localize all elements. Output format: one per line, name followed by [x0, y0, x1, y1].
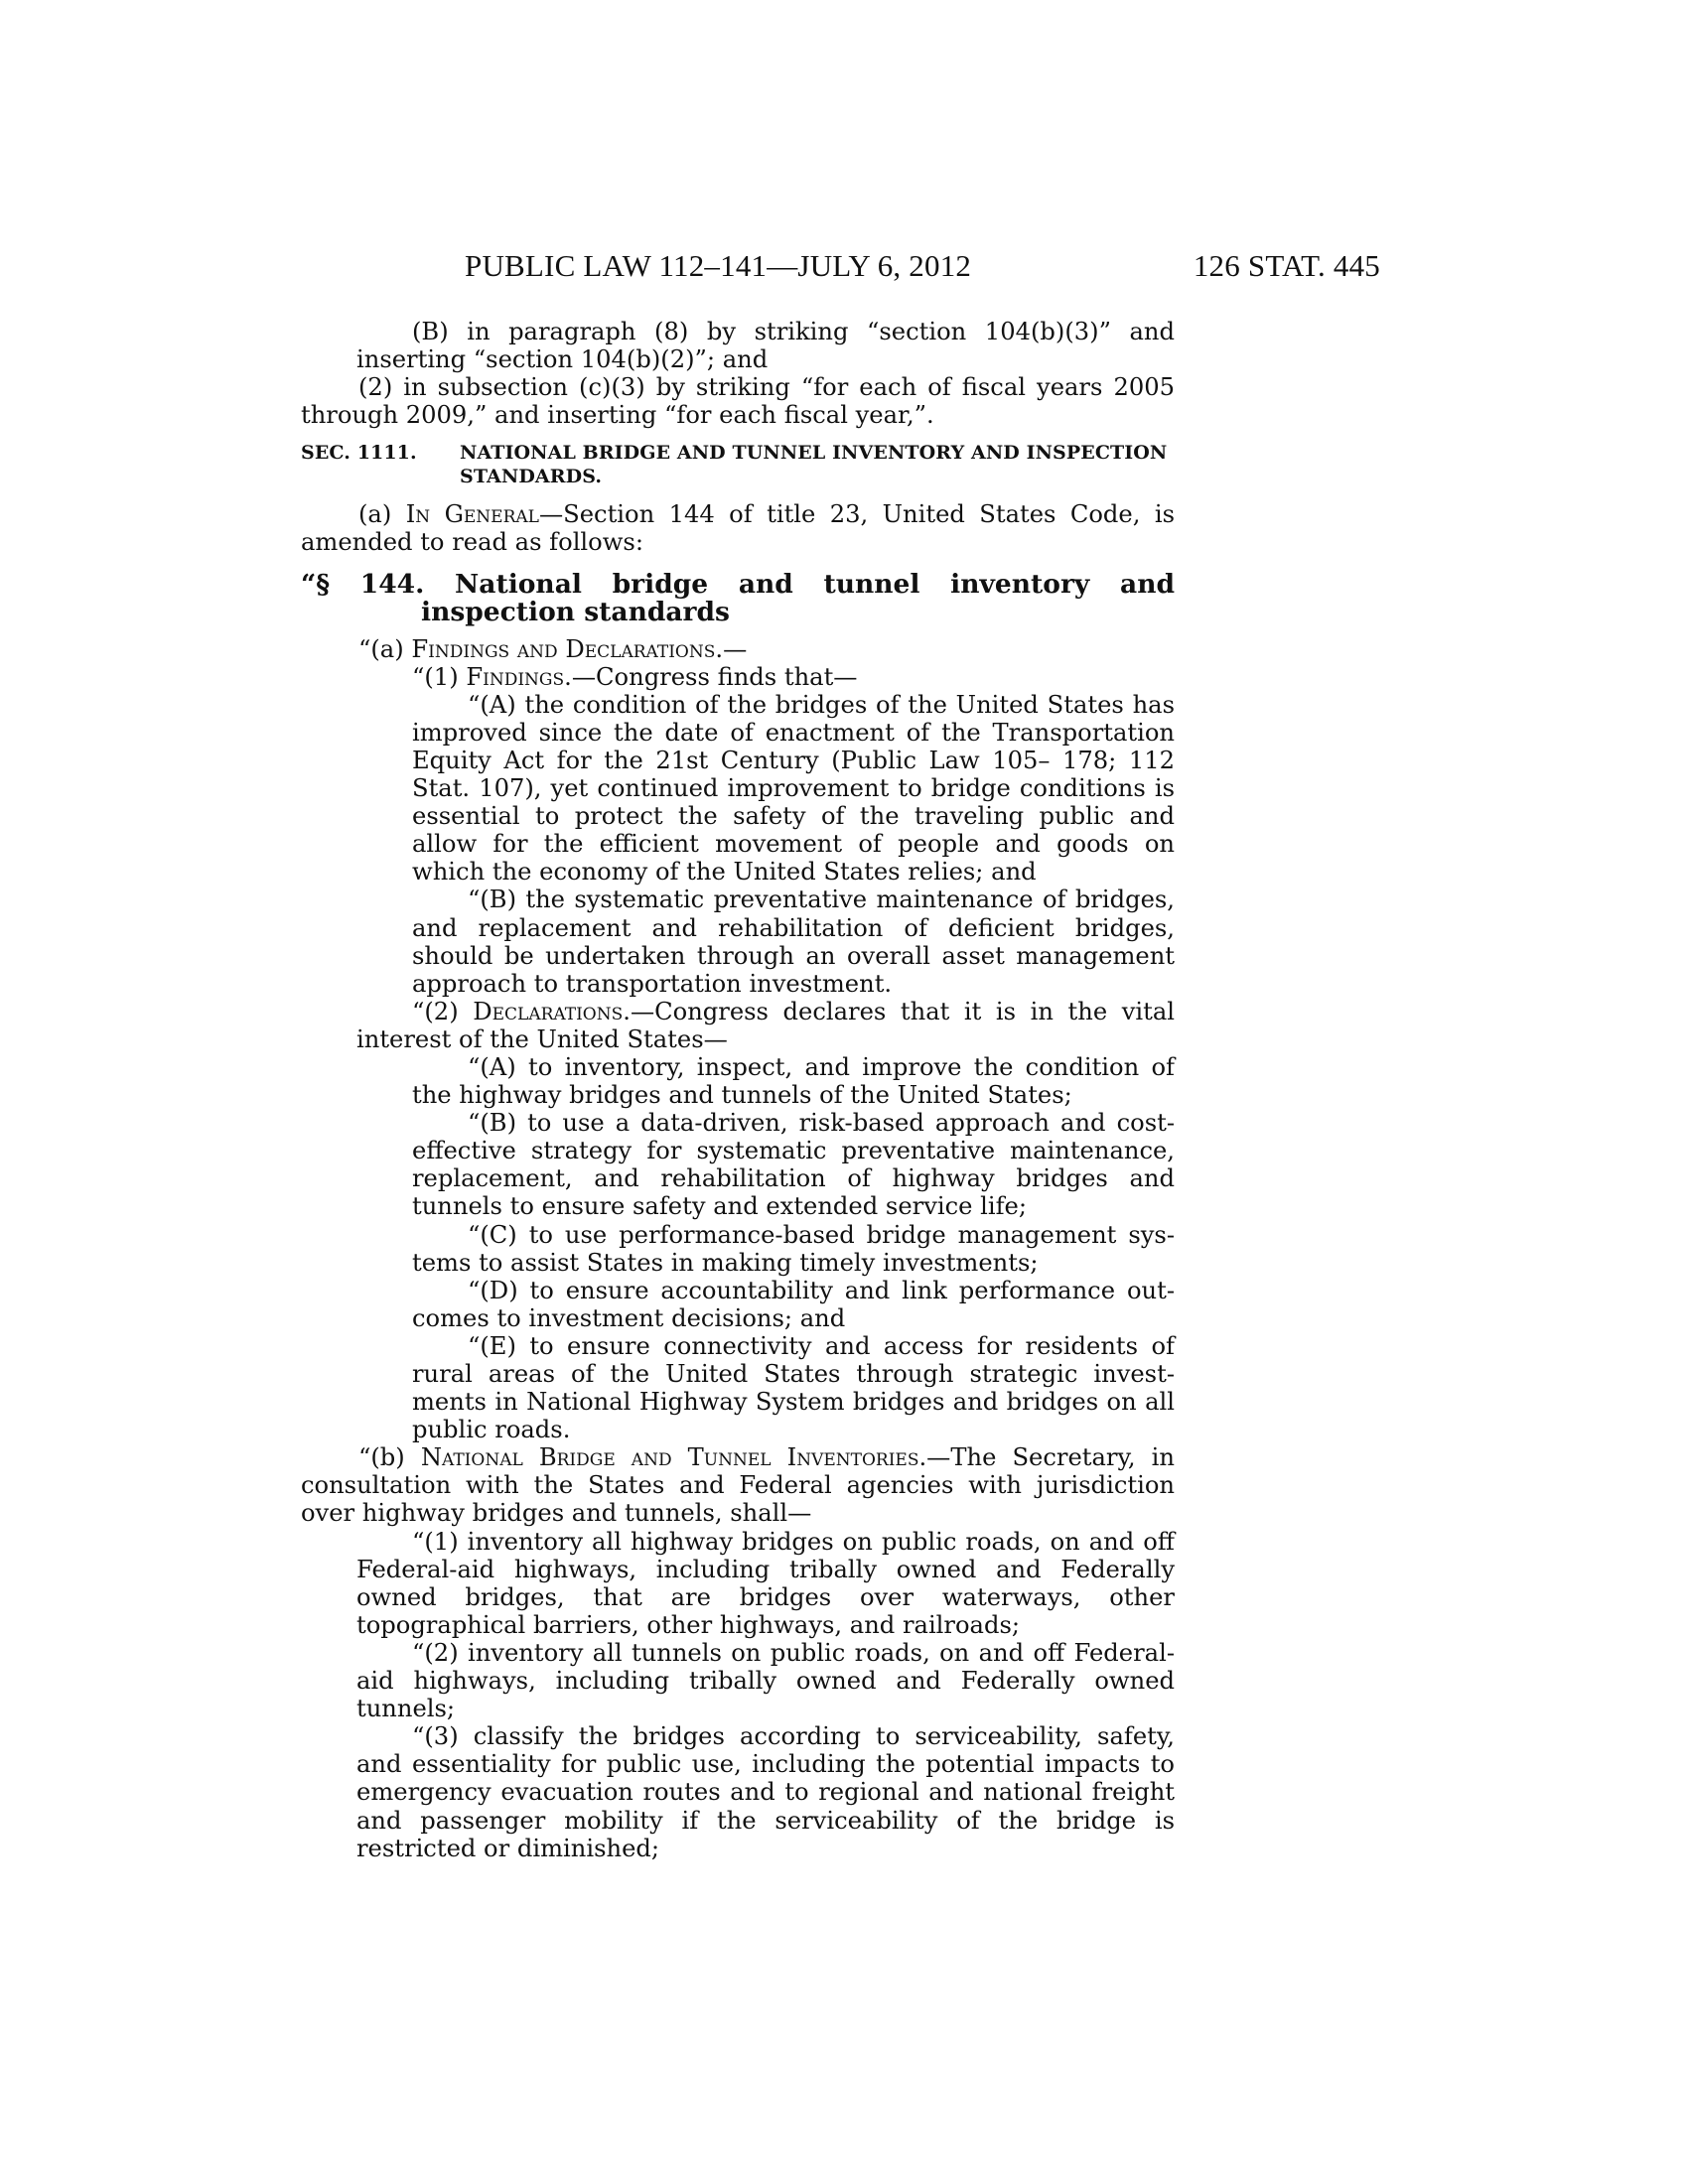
inventories-2: “(2) inventory all tunnels on public roads, on and off Federal-aid highways, including tribally owned and Federally owned tunnels;: [356, 1638, 1175, 1723]
subsection-a-tail: .—: [715, 634, 748, 663]
paragraph-1-label: “(1): [412, 662, 459, 691]
declarations-d: “(D) to ensure accountability and link performance outcomes to investment decisions; and: [412, 1276, 1175, 1332]
inventories-1: “(1) inventory all highway bridges on public roads, on and off Federal-aid highways, including tribally owned and Federally owned bridges, that are bridges over waterways, other topographical barriers, other highways, and railroads;: [356, 1527, 1175, 1639]
header-stat-citation: 126 STAT. 445: [1193, 248, 1380, 283]
subsection-a-findings-declarations: [301, 635, 1175, 663]
subsection-b-head: National Bridge and Tunnel Inventories: [420, 1443, 919, 1472]
paragraph-2-declarations: [301, 998, 1175, 1053]
paragraph-2-text: .—Congress declares that it is in the vital interest of the United States—: [356, 997, 1175, 1053]
paragraph-1-findings: [301, 663, 1175, 691]
running-header: [298, 248, 1380, 288]
subsection-a-head: Findings and Declarations: [411, 634, 716, 663]
document-body: [301, 318, 1175, 1862]
paragraph-1-head: Findings: [466, 662, 565, 691]
subsection-b-text: .—The Secretary, in consultation with the States and Federal agencies with jurisdiction over highway bridges and tunnels, shall—: [301, 1443, 1175, 1528]
declarations-a: “(A) to inventory, inspect, and improve the condition of the highway bridges and tunnels of the United States;: [412, 1052, 1175, 1110]
paragraph-2-head: Declarations: [473, 997, 624, 1025]
paragraph-2-c3: (2) in subsection (c)(3) by striking “for each of fiscal years 2005 through 2009,” and inserting “for each fiscal year,”.: [301, 373, 1175, 430]
paragraph-1-text: .—Congress finds that—: [564, 662, 858, 691]
declarations-e: “(E) to ensure connectivity and access for residents of rural areas of the United States through strategic investments in National Highway System bridges and bridges on all public roads.: [412, 1331, 1175, 1444]
code-section-heading: “§ 144. National bridge and tunnel inventory and inspection standards: [301, 568, 1175, 628]
section-heading: [301, 441, 1175, 488]
section-number: SEC. 1111.: [301, 442, 417, 465]
paragraph-a-text: —Section 144 of title 23, United States Code, is amended to read as follows:: [301, 500, 1175, 557]
declarations-c: “(C) to use performance-based bridge management systems to assist States in making timely investments;: [412, 1220, 1175, 1277]
subsection-b-label: “(b): [358, 1443, 405, 1472]
header-title: PUBLIC LAW 112–141—JULY 6, 2012: [465, 248, 972, 283]
findings-b: “(B) the systematic preventative maintenance of bridges, and replacement and rehabilitation of deficient bridges, should be undertaken through an overall asset management approach to transportation investment.: [412, 886, 1175, 998]
paragraph-a-label: (a): [358, 500, 392, 529]
paragraph-2-label: “(2): [412, 997, 459, 1025]
paragraph-b8: (B) in paragraph (8) by striking “section 104(b)(3)” and inserting “section 104(b)(2)”; and: [356, 318, 1175, 374]
inventories-3: “(3) classify the bridges according to serviceability, safety, and essentiality for public use, including the potential impacts to emergency evacuation routes and to regional and national freight and passenger mobility if the serviceability of the bridge is restricted or diminished;: [356, 1722, 1175, 1862]
declarations-b: “(B) to use a data-driven, risk-based approach and cost-effective strategy for systematic preventative maintenance, replacement, and rehabilitation of highway bridges and tunnels to ensure safety and extended service life;: [412, 1109, 1175, 1221]
subsection-a-label: “(a): [358, 634, 404, 663]
paragraph-a-head: In General: [405, 500, 539, 529]
paragraph-a-in-general: [301, 500, 1175, 556]
findings-a: “(A) the condition of the bridges of the United States has improved since the date of enactment of the Transportation Equity Act for the 21st Century (Public Law 105– 178; 112 Stat. 107), yet continued improvement to bridge conditions is essential to protect the safety of the traveling public and allow for the efficient movement of people and goods on which the economy of the United States relies; and: [412, 690, 1175, 887]
section-title: NATIONAL BRIDGE AND TUNNEL INVENTORY AND INSPECTION STANDARDS.: [460, 442, 1168, 488]
subsection-b-inventories: [301, 1443, 1175, 1527]
